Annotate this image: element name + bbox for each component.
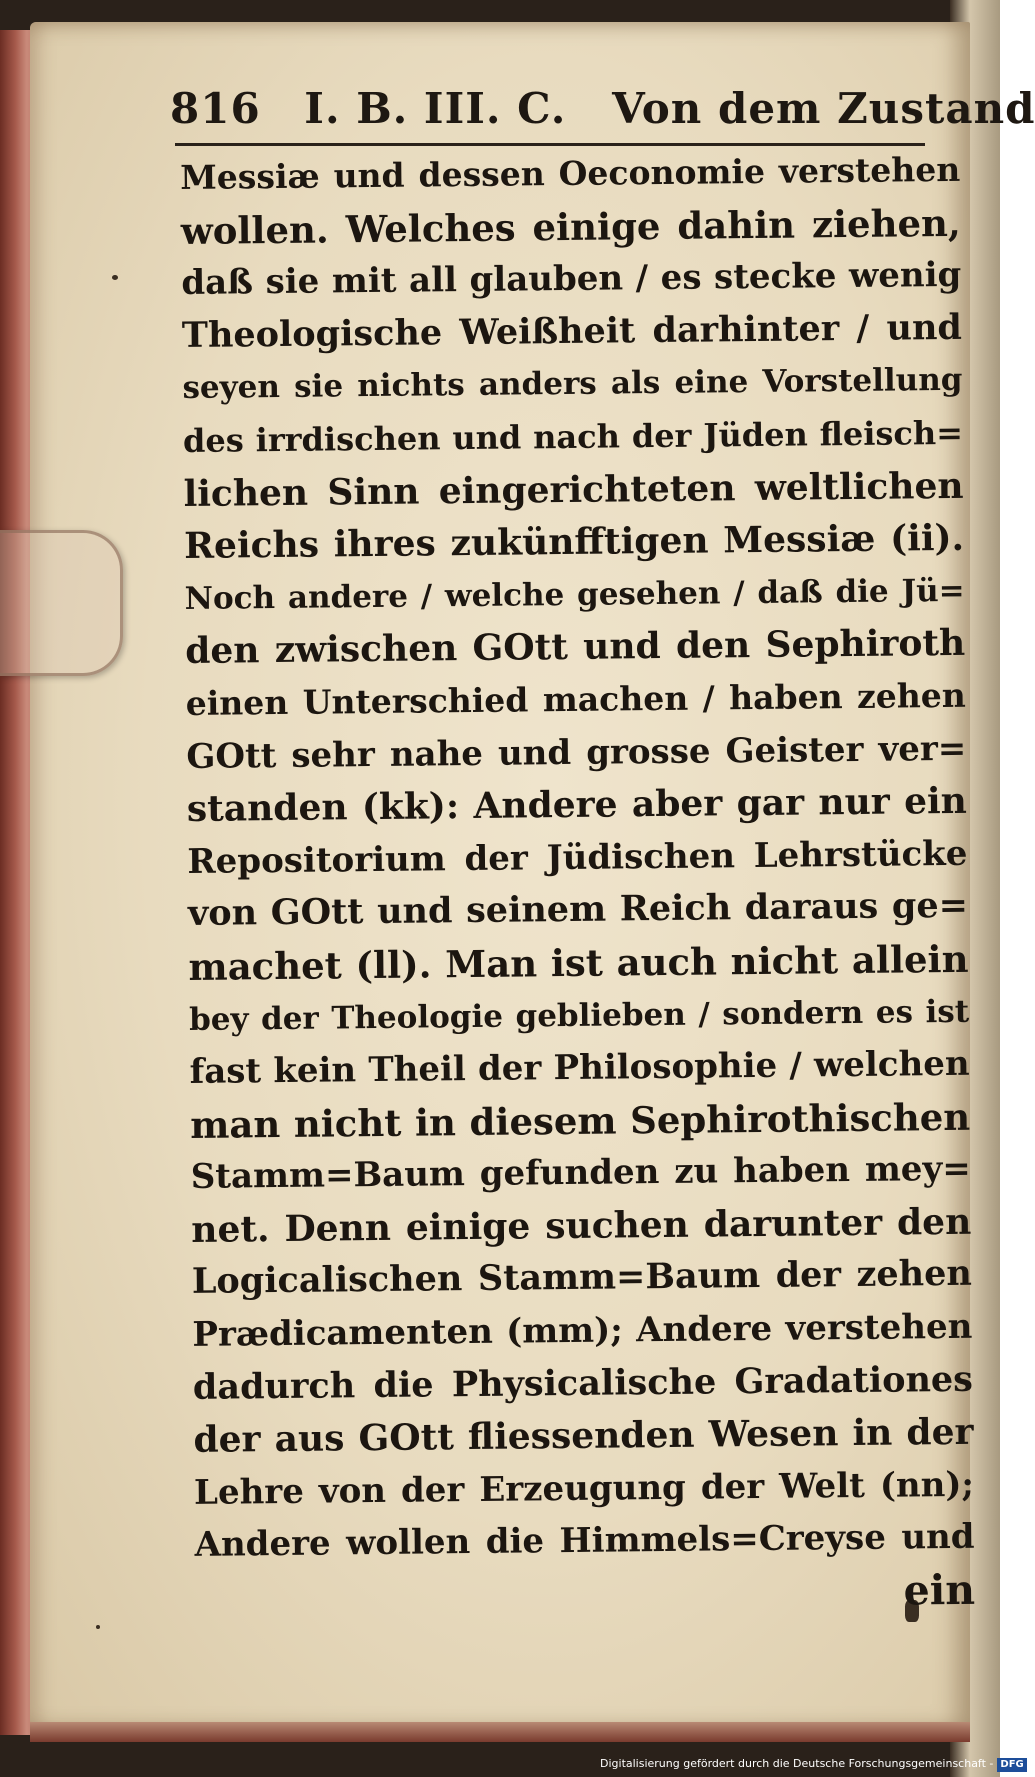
text-line: Noch andere / welche gesehen / daß die Jü=: [184, 572, 965, 617]
text-line: des irrdischen und nach der Jüden fleisch=: [182, 413, 964, 460]
text-line: Theologische Weißheit darhinter / und: [181, 306, 963, 356]
catchword: ein: [903, 1565, 976, 1615]
running-title: Von dem Zustand: [612, 84, 1035, 133]
text-line: net. Denn einige suchen darunter den: [191, 1200, 972, 1251]
text-line: Stamm=Baum gefunden zu haben mey=: [190, 1149, 971, 1198]
text-line: von GOtt und seinem Reich daraus ge=: [187, 885, 969, 935]
text-line: GOtt sehr nahe und grosse Geister ver=: [186, 728, 967, 777]
page-number: 816: [170, 84, 261, 133]
text-line: standen (kk): Andere aber gar nur ein: [186, 779, 968, 831]
credit-text: Digitalisierung gefördert durch die Deutsche Forschungsgemeinschaft -: [600, 1757, 994, 1770]
digitization-credit: [600, 1757, 1024, 1775]
ink-speck: [96, 1625, 100, 1629]
text-line: bey der Theologie geblieben / sondern es ist: [188, 993, 970, 1038]
text-line: einen Unterschied machen / haben zehen: [185, 675, 966, 723]
dfg-logo: DFG: [997, 1758, 1026, 1772]
body-text: [180, 144, 985, 1625]
ink-speck: [112, 275, 118, 280]
running-header: [170, 84, 1035, 144]
text-line: seyen sie nichts anders als eine Vorstellung: [182, 362, 963, 407]
text-line: wollen. Welches einige dahin ziehen,: [180, 200, 962, 253]
text-line: Logicalischen Stamm=Baum der zehen: [191, 1253, 973, 1303]
text-line: fast kein Theil der Philosophie / welchen: [189, 1043, 970, 1093]
text-line: lichen Sinn eingerichteten weltlichen: [183, 464, 964, 515]
text-line: Prædicamenten (mm); Andere verstehen: [192, 1306, 973, 1355]
text-line: Repositorium der Jüdischen Lehrstücke: [187, 833, 968, 882]
text-line: der aus GOtt fliessenden Wesen in der: [193, 1411, 974, 1462]
text-line: dadurch die Physicalische Gradationes: [192, 1358, 974, 1408]
text-line: Messiæ und dessen Oeconomie verstehen: [180, 149, 961, 197]
page-clip: [0, 530, 123, 676]
text-line: machet (ll). Man ist auch nicht allein: [188, 936, 969, 989]
text-line: Lehre von der Erzeugung der Welt (nn);: [193, 1464, 975, 1513]
text-line: daß sie mit all glauben / es stecke wenig: [181, 255, 962, 304]
text-line: den zwischen GOtt und den Sephiroth: [185, 622, 966, 673]
text-line: Andere wollen die Himmels=Creyse und: [194, 1517, 975, 1566]
text-line: Reichs ihres zukünfftigen Messiæ (ii).: [183, 516, 965, 568]
page-bottom-edge: [30, 1722, 970, 1742]
text-line: man nicht in diesem Sephirothischen: [189, 1094, 971, 1147]
chapter-reference: I. B. III. C.: [304, 84, 567, 133]
